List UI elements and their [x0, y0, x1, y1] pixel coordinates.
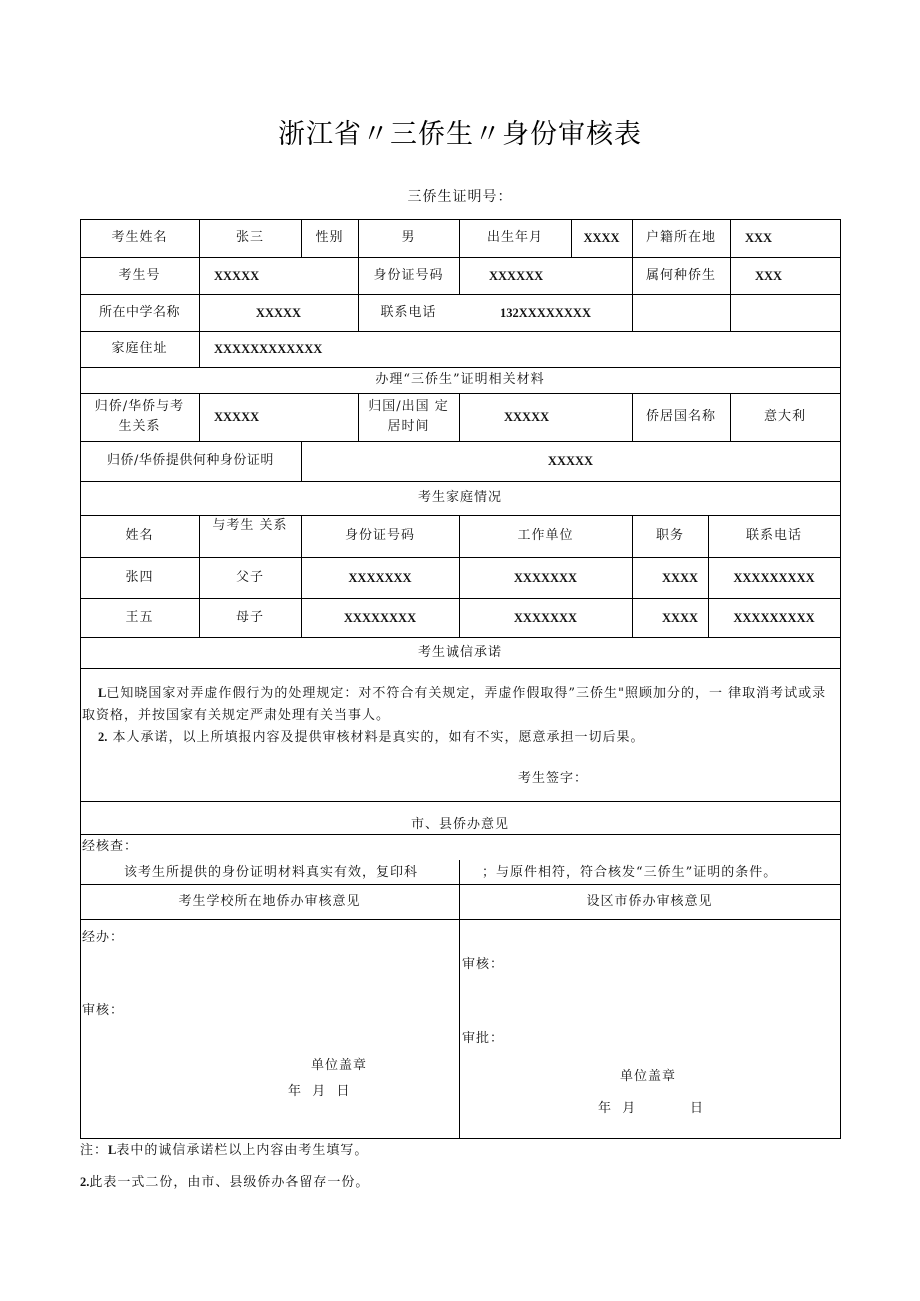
- school-label: 所在中学名称: [98, 304, 180, 320]
- family-col-name: 姓名: [125, 528, 154, 543]
- integrity-item-1: [82, 682, 838, 727]
- integrity-item-2-number: 2.: [98, 730, 108, 744]
- family-row-phone[interactable]: XXXXXXXXX: [733, 610, 815, 625]
- family-row-relation[interactable]: 母子: [235, 609, 264, 625]
- note-2: [80, 1171, 369, 1194]
- family-row-position[interactable]: XXXX: [661, 610, 699, 625]
- family-row-phone[interactable]: XXXXXXXXX: [733, 570, 815, 585]
- hukou-value[interactable]: XXX: [745, 231, 773, 245]
- family-row-name[interactable]: 张四: [125, 569, 154, 585]
- right-date-year-month: 年 月: [598, 1101, 637, 1116]
- relation-value[interactable]: XXXXX: [214, 410, 260, 424]
- handler-label: 经办：: [82, 930, 125, 945]
- country-label: 侨居国名称: [645, 409, 716, 424]
- right-review-label: 审核：: [462, 957, 505, 972]
- left-seal-label: 单位盖章: [311, 1058, 368, 1073]
- integrity-item-2: [98, 726, 645, 749]
- relation-label: [80, 393, 199, 441]
- address-label: 家庭住址: [111, 341, 168, 356]
- name-value[interactable]: 张三: [235, 230, 264, 245]
- phone-value[interactable]: 132XXXXXXXX: [500, 305, 591, 320]
- school-review-header: 考生学校所在地侨办审核意见: [178, 893, 361, 909]
- right-approve-label: 审批：: [462, 1031, 505, 1046]
- county-opinion-part2: ；与原件相符，符合核发“三侨生”证明的条件。: [482, 865, 778, 880]
- note-2-number: 2.: [80, 1175, 90, 1189]
- name-label: 考生姓名: [111, 230, 168, 245]
- note-1-text: 表中的诚信承诺栏以上内容由考生填写。: [116, 1143, 369, 1158]
- family-row-position[interactable]: XXXX: [661, 570, 699, 585]
- birth-label: 出生年月: [486, 230, 543, 245]
- phone-label: 联系电话: [380, 304, 437, 320]
- county-opinion-part1: 该考生所提供的身份证明材料真实有效，复印科: [124, 865, 419, 880]
- exam-number-label: 考生号: [118, 267, 161, 283]
- residence-time-label-line1: 归国/出国 定: [368, 399, 449, 414]
- integrity-item-1-number: L: [98, 686, 107, 700]
- gender-label: 性别: [315, 230, 344, 245]
- id-number-label: 身份证号码: [373, 267, 444, 283]
- checked-label: 经核查：: [82, 839, 139, 854]
- exam-number-value[interactable]: XXXXX: [214, 268, 260, 283]
- family-col-relation: 与考生 关系: [212, 518, 288, 533]
- family-col-phone: 联系电话: [745, 528, 802, 543]
- birth-value[interactable]: XXXX: [583, 231, 620, 245]
- family-col-position: 职务: [655, 528, 684, 543]
- left-review-label: 审核：: [82, 1003, 125, 1018]
- cert-number-label: 三侨生证明号：: [407, 189, 513, 205]
- family-row-employer[interactable]: XXXXXXX: [513, 610, 578, 625]
- hukou-label: 户籍所在地: [645, 230, 716, 245]
- relation-label-line1: 归侨/华侨与考: [94, 399, 185, 414]
- integrity-item-2-text: 本人承诺，以上所填报内容及提供审核材料是真实的，如有不实，愿意承担一切后果。: [112, 730, 645, 745]
- county-header: 市、县侨办意见: [410, 817, 509, 832]
- category-label: 属何种侨生: [645, 267, 716, 283]
- gender-value[interactable]: 男: [401, 230, 416, 245]
- note-2-text: 此表一式二份，由市、县级侨办各留存一份。: [89, 1175, 370, 1190]
- residence-time-label: [358, 393, 459, 441]
- residence-time-label-line2: 居时间: [387, 419, 430, 434]
- note-1-prefix: 注：: [80, 1143, 109, 1158]
- family-row-id[interactable]: XXXXXXXX: [343, 610, 417, 625]
- family-col-employer: 工作单位: [517, 528, 574, 543]
- integrity-item-1-text: 已知晓国家对弄虚作假行为的处理规定：对不符合有关规定，弄虚作假取得”三侨生"照顾加分的，一 律取消考试或录取资格，并按国家有关规定严肃处理有关当事人。: [82, 686, 827, 723]
- family-header: 考生家庭情况: [417, 490, 502, 505]
- family-col-id: 身份证号码: [344, 528, 415, 543]
- left-date: 年 月 日: [288, 1084, 351, 1099]
- proof-label: 归侨/华侨提供何种身份证明: [107, 453, 274, 468]
- residence-time-value[interactable]: XXXXX: [504, 410, 550, 424]
- proof-value[interactable]: XXXXX: [547, 454, 594, 468]
- relation-label-line2: 生关系: [118, 419, 161, 434]
- family-row-employer[interactable]: XXXXXXX: [513, 570, 578, 585]
- page-title: 浙江省〃三侨生〃身份审核表: [278, 119, 642, 150]
- family-row-relation[interactable]: 父子: [235, 569, 264, 585]
- right-date-day: 日: [690, 1101, 705, 1116]
- country-value[interactable]: 意大利: [763, 409, 806, 424]
- id-number-value[interactable]: XXXXXX: [489, 268, 544, 283]
- signature-label: 考生签字：: [518, 771, 589, 786]
- city-review-header: 设区市侨办审核意见: [586, 893, 713, 909]
- category-value[interactable]: XXX: [755, 268, 783, 283]
- note-1: [80, 1139, 368, 1162]
- family-row-name[interactable]: 王五: [125, 609, 154, 625]
- materials-header: 办理“三侨生”证明相关材料: [375, 372, 545, 387]
- right-seal-label: 单位盖章: [620, 1069, 677, 1084]
- integrity-header: 考生诚信承诺: [417, 644, 502, 660]
- family-row-id[interactable]: XXXXXXX: [348, 570, 412, 585]
- address-value[interactable]: XXXXXXXXXXXX: [214, 342, 323, 356]
- note-1-number: L: [108, 1143, 117, 1157]
- school-value[interactable]: XXXXX: [255, 305, 302, 320]
